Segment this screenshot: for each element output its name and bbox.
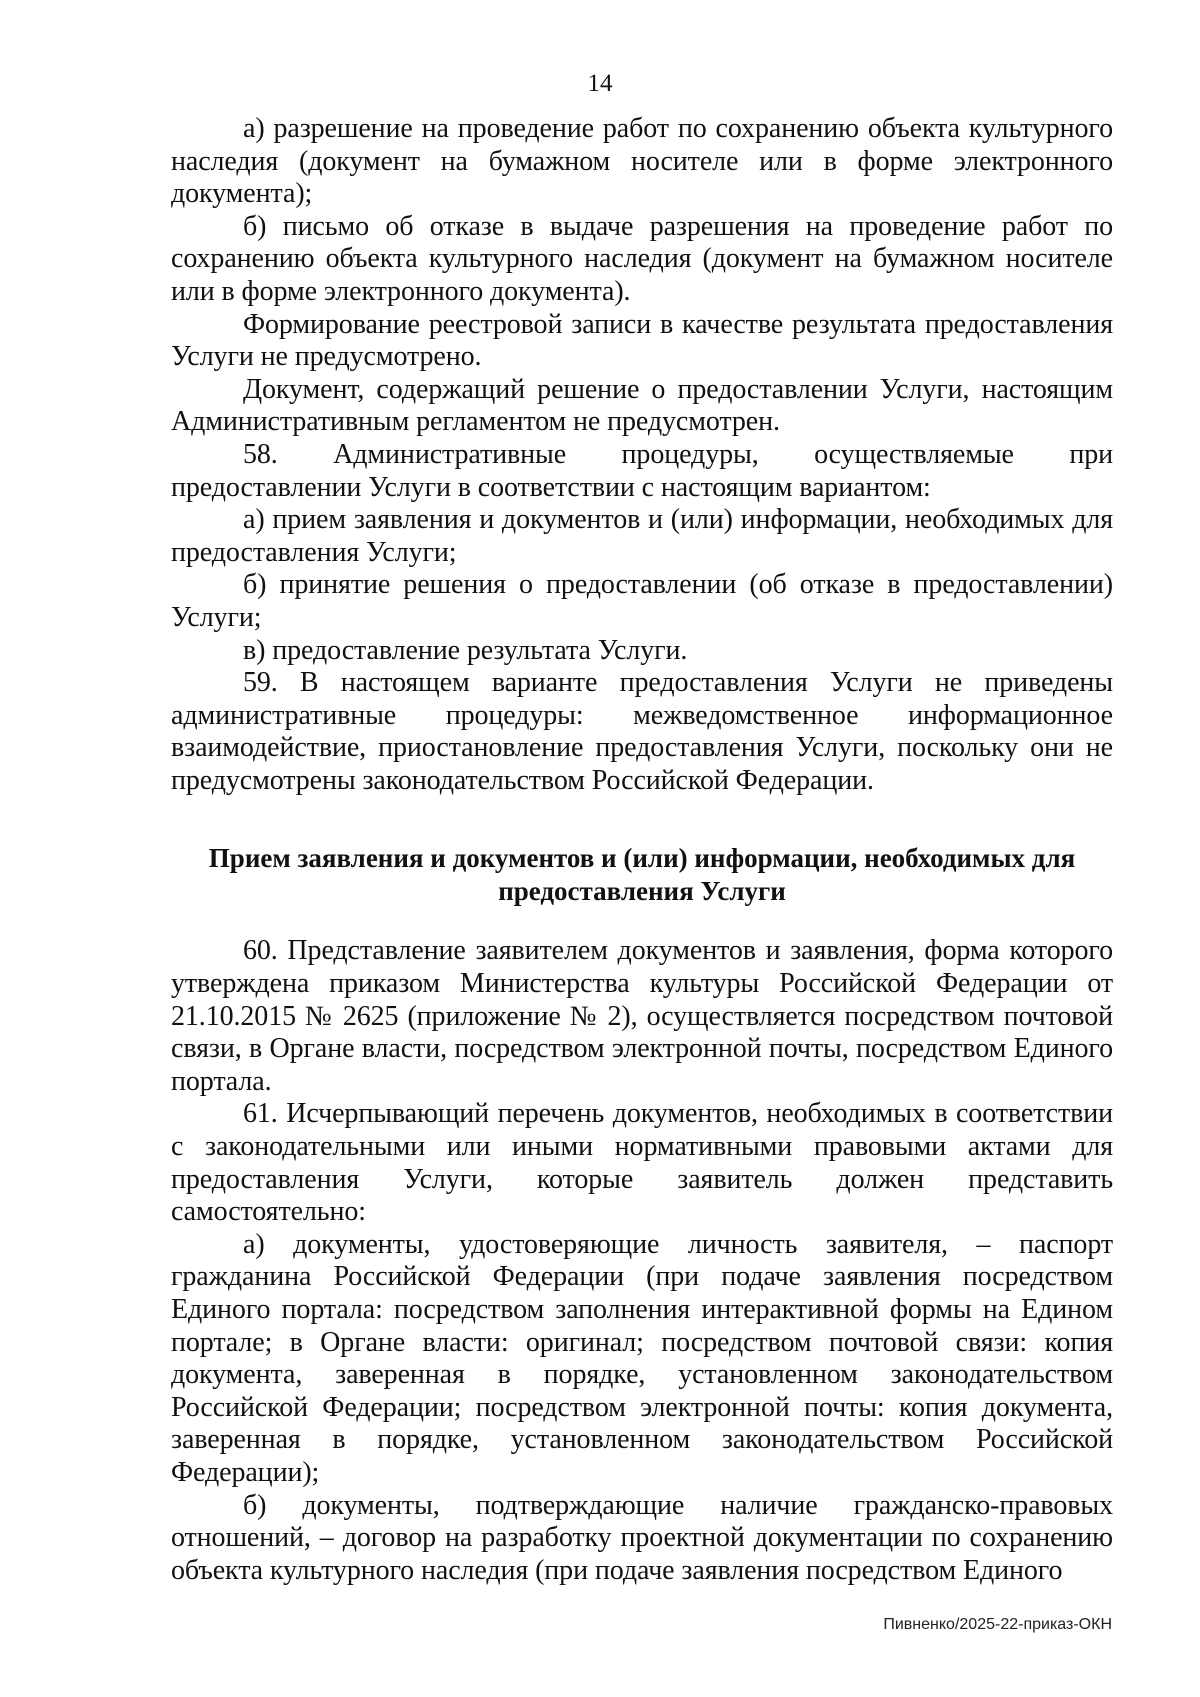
footer-document-code: Пивненко/2025-22-приказ-ОКН [883,1616,1112,1633]
paragraph-58-b: б) принятие решения о предоставлении (об отказе в предоставлении) Услуги; [171,569,1113,633]
paragraph-58: 58. Административные процедуры, осуществляемые при предоставлении Услуги в соответствии с настоящим вариантом: [171,438,1113,503]
paragraph-58-v: в) предоставление результата Услуги. [243,634,688,666]
paragraph-59: 59. В настоящем варианте предоставления Услуги не приведены административные процедуры: межведомственное информационное взаимодействие, приостановление предоставления Услуги, поскольку они не предусмотрены законодательством Российской Федерации. [171,667,1113,796]
section-heading-line-2: предоставления Услуги [498,876,786,907]
paragraph-registry-record: Формирование реестровой записи в качестве результата предоставления Услуги не предусмотрено. [171,308,1113,373]
page-number: 14 [587,70,613,97]
section-heading-line-1: Прием заявления и документов и (или) информации, необходимых для [208,843,1076,874]
paragraph-61: 61. Исчерпывающий перечень документов, необходимых в соответствии с законодательными или иными нормативными правовыми актами для предоставления Услуги, которые заявитель должен представить самостоятельно: [171,1098,1113,1228]
paragraph-61-a: а) документы, удостоверяющие личность заявителя, – паспорт гражданина Российской Федерации (при подаче заявления посредством Единого портала: посредством заполнения интерактивной формы на Едином портале; в Органе власти: оригинал; посредством почтовой связи: копия документа, заверенная в порядке, установленном законодательством Российской Федерации; посредством электронной почты: копия документа, заверенная в порядке, установленном законодательством Российской Федерации); [171,1228,1113,1488]
section-heading [171,842,1113,908]
paragraph-61-b: б) документы, подтверждающие наличие гражданско-правовых отношений, – договор на разработку проектной документации по сохранению объекта культурного наследия (при подаче заявления посредством Единого [171,1489,1113,1586]
document-body [171,113,1113,1587]
paragraph-58-a: а) прием заявления и документов и (или) информации, необходимых для предоставления Услуги; [171,504,1113,568]
paragraph-decision-document: Документ, содержащий решение о предоставлении Услуги, настоящим Административным регламентом не предусмотрен. [171,373,1113,438]
paragraph-60: 60. Представление заявителем документов и заявления, форма которого утверждена приказом Министерства культуры Российской Федерации от 21.10.2015 № 2625 (приложение № 2), осуществляется посредством почтовой связи, в Органе власти, посредством электронной почты, посредством Единого портала. [171,935,1113,1097]
paragraph-result-permit: а) разрешение на проведение работ по сохранению объекта культурного наследия (документ на бумажном носителе или в форме электронного документа); [171,113,1113,210]
paragraph-result-refusal-letter: б) письмо об отказе в выдаче разрешения на проведение работ по сохранению объекта культурного наследия (документ на бумажном носителе или в форме электронного документа). [171,210,1113,307]
